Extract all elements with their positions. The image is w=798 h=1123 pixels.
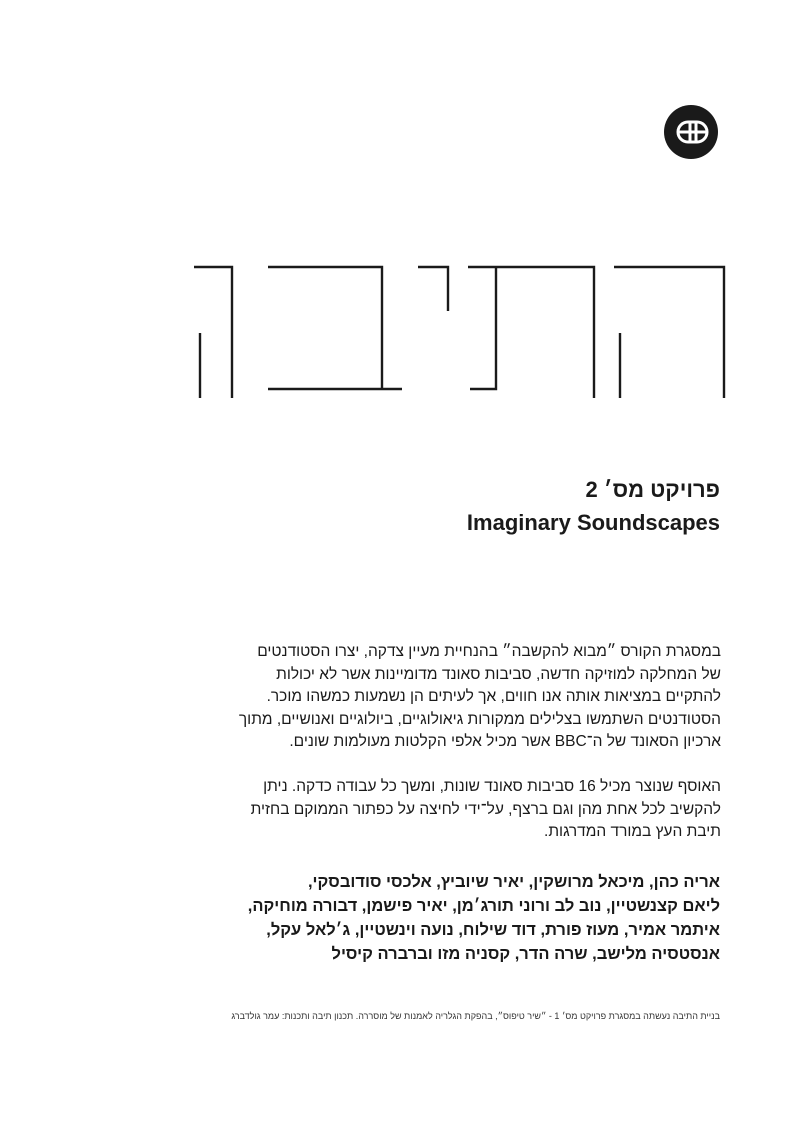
description-line: להתקיים במציאות אותה אנו חווים, אך לעיתים הן נשמעות כמשהו מוכר.: [266, 688, 721, 706]
description-line: ארכיון הסאונד של ה־BBC אשר מכיל אלפי הקלטות מעולמות שונים.: [289, 733, 721, 751]
project-title: פרויקט מס׳ 2: [585, 477, 720, 502]
footer-note: בניית התיבה נעשתה במסגרת פרויקט מס׳ 1 - ״שיר טיפוס״, בהפקת הגלריה לאמנות של מוסררה. תכנון תיבה ותכנות: עמר גולדברג: [231, 1011, 720, 1021]
credits-line: איתמר אמיר, מעוז פורת, דוד שילוח, נועה וינשטיין, ג׳לאל עקל,: [266, 921, 720, 939]
description: [193, 641, 721, 844]
description-line: הסטודנטים השתמשו בצלילים ממקורות גיאולוגיים, ביולוגיים ואנושיים, מתוך: [238, 710, 721, 728]
project-heading: [220, 474, 720, 540]
credits-line: ליאם קצנשטיין, נוב לב ורוני תורג׳מן, יאיר פישמן, דבורה מוחיקה,: [247, 897, 720, 915]
description-line: במסגרת הקורס ״מבוא להקשבה״ בהנחיית מעיין צדקה, יצרו הסטודנטים: [257, 643, 721, 660]
page-title: [190, 255, 726, 400]
credits-line: אנסטסיה מלישב, שרה הדר, קסניה מזו וברברה קיסיל: [331, 945, 720, 963]
description-line: של המחלקה למוזיקה חדשה, סביבות סאונד מדומיינות אשר לא יכולות: [276, 665, 721, 683]
project-subtitle: Imaginary Soundscapes: [466, 510, 720, 535]
description-line: תיבת העץ במורד המדרגות.: [544, 823, 721, 841]
tiva-logo-icon: [664, 105, 718, 159]
description-line: האוסף שנוצר מכיל 16 סביבות סאונד שונות, ומשך כל עבודה כדקה. ניתן: [263, 777, 721, 795]
credits-line: אריה כהן, מיכאל מרושקין, יאיר שיוביץ, אלכסי סודובסקי,: [307, 873, 720, 891]
credits: [160, 870, 720, 966]
description-line: להקשיב לכל אחת מהן וגם ברצף, על־ידי לחיצה על כפתור הממוקם בחזית: [250, 800, 721, 818]
